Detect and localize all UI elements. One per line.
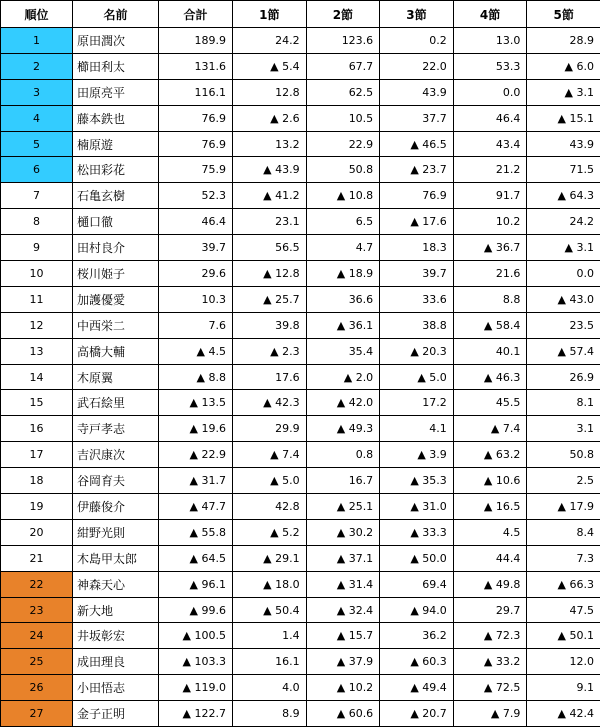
- rank-cell: 16: [1, 416, 73, 442]
- round-1-cell: 17.6: [233, 364, 307, 390]
- round-5-cell: 0.0: [527, 261, 600, 287]
- table-row: [1, 28, 600, 54]
- total-cell: 10.3: [159, 286, 233, 312]
- name-cell: 高橋大輔: [73, 338, 159, 364]
- name-cell: 樋口徹: [73, 209, 159, 235]
- rank-cell: 27: [1, 701, 73, 727]
- rank-cell: 21: [1, 545, 73, 571]
- round-5-cell: 43.9: [527, 131, 600, 157]
- round-5-cell: ▲ 17.9: [527, 494, 600, 520]
- round-1-cell: 24.2: [233, 28, 307, 54]
- round-3-cell: 36.2: [380, 623, 454, 649]
- round-2-cell: 123.6: [306, 28, 380, 54]
- rank-cell: 19: [1, 494, 73, 520]
- round-1-cell: ▲ 12.8: [233, 261, 307, 287]
- round-4-cell: ▲ 46.3: [453, 364, 527, 390]
- rank-cell: 11: [1, 286, 73, 312]
- total-cell: 52.3: [159, 183, 233, 209]
- total-cell: ▲ 4.5: [159, 338, 233, 364]
- round-3-cell: 17.2: [380, 390, 454, 416]
- round-2-cell: ▲ 37.1: [306, 545, 380, 571]
- table-row: [1, 157, 600, 183]
- round-2-cell: ▲ 10.2: [306, 675, 380, 701]
- total-cell: 76.9: [159, 105, 233, 131]
- name-cell: 伊藤俊介: [73, 494, 159, 520]
- round-5-cell: 3.1: [527, 416, 600, 442]
- table-row: [1, 442, 600, 468]
- table-row: [1, 390, 600, 416]
- round-1-cell: 4.0: [233, 675, 307, 701]
- round-3-cell: 33.6: [380, 286, 454, 312]
- name-cell: 楠原遊: [73, 131, 159, 157]
- round-5-cell: 24.2: [527, 209, 600, 235]
- total-cell: ▲ 8.8: [159, 364, 233, 390]
- round-1-cell: ▲ 41.2: [233, 183, 307, 209]
- name-cell: 松田彩花: [73, 157, 159, 183]
- header-round-3: 3節: [380, 1, 454, 28]
- round-1-cell: ▲ 43.9: [233, 157, 307, 183]
- round-2-cell: 4.7: [306, 235, 380, 261]
- round-4-cell: 21.6: [453, 261, 527, 287]
- round-3-cell: 22.0: [380, 53, 454, 79]
- round-1-cell: 16.1: [233, 649, 307, 675]
- table-row: [1, 571, 600, 597]
- total-cell: ▲ 122.7: [159, 701, 233, 727]
- round-2-cell: ▲ 60.6: [306, 701, 380, 727]
- round-1-cell: 8.9: [233, 701, 307, 727]
- round-4-cell: 46.4: [453, 105, 527, 131]
- round-2-cell: 35.4: [306, 338, 380, 364]
- round-3-cell: ▲ 3.9: [380, 442, 454, 468]
- rank-cell: 6: [1, 157, 73, 183]
- round-2-cell: 62.5: [306, 79, 380, 105]
- header-row: [1, 1, 600, 28]
- round-4-cell: ▲ 7.4: [453, 416, 527, 442]
- rank-cell: 3: [1, 79, 73, 105]
- round-2-cell: 0.8: [306, 442, 380, 468]
- round-2-cell: 67.7: [306, 53, 380, 79]
- round-4-cell: ▲ 63.2: [453, 442, 527, 468]
- round-1-cell: 13.2: [233, 131, 307, 157]
- rank-cell: 9: [1, 235, 73, 261]
- round-3-cell: ▲ 50.0: [380, 545, 454, 571]
- rank-cell: 7: [1, 183, 73, 209]
- round-2-cell: ▲ 18.9: [306, 261, 380, 287]
- name-cell: 金子正明: [73, 701, 159, 727]
- round-5-cell: 26.9: [527, 364, 600, 390]
- round-4-cell: 10.2: [453, 209, 527, 235]
- round-5-cell: ▲ 6.0: [527, 53, 600, 79]
- round-1-cell: ▲ 2.3: [233, 338, 307, 364]
- round-3-cell: ▲ 60.3: [380, 649, 454, 675]
- name-cell: 中西栄二: [73, 312, 159, 338]
- table-row: [1, 235, 600, 261]
- rank-cell: 4: [1, 105, 73, 131]
- round-1-cell: 39.8: [233, 312, 307, 338]
- round-3-cell: 4.1: [380, 416, 454, 442]
- round-5-cell: 8.1: [527, 390, 600, 416]
- round-4-cell: 44.4: [453, 545, 527, 571]
- rank-cell: 10: [1, 261, 73, 287]
- round-1-cell: 1.4: [233, 623, 307, 649]
- round-5-cell: ▲ 42.4: [527, 701, 600, 727]
- round-4-cell: 45.5: [453, 390, 527, 416]
- round-5-cell: ▲ 43.0: [527, 286, 600, 312]
- header-total: 合計: [159, 1, 233, 28]
- table-body: [1, 28, 600, 727]
- round-2-cell: 22.9: [306, 131, 380, 157]
- rank-cell: 8: [1, 209, 73, 235]
- round-2-cell: ▲ 37.9: [306, 649, 380, 675]
- round-4-cell: 4.5: [453, 519, 527, 545]
- total-cell: ▲ 119.0: [159, 675, 233, 701]
- round-2-cell: ▲ 15.7: [306, 623, 380, 649]
- round-1-cell: ▲ 50.4: [233, 597, 307, 623]
- rank-cell: 14: [1, 364, 73, 390]
- round-4-cell: 0.0: [453, 79, 527, 105]
- header-round-5: 5節: [527, 1, 600, 28]
- round-2-cell: 10.5: [306, 105, 380, 131]
- round-3-cell: ▲ 5.0: [380, 364, 454, 390]
- round-3-cell: 0.2: [380, 28, 454, 54]
- round-3-cell: 69.4: [380, 571, 454, 597]
- round-5-cell: 2.5: [527, 468, 600, 494]
- round-5-cell: 7.3: [527, 545, 600, 571]
- round-4-cell: ▲ 36.7: [453, 235, 527, 261]
- rank-cell: 15: [1, 390, 73, 416]
- table-row: [1, 494, 600, 520]
- total-cell: 39.7: [159, 235, 233, 261]
- round-3-cell: ▲ 94.0: [380, 597, 454, 623]
- total-cell: 189.9: [159, 28, 233, 54]
- table-row: [1, 597, 600, 623]
- rank-cell: 1: [1, 28, 73, 54]
- table-row: [1, 261, 600, 287]
- round-5-cell: ▲ 3.1: [527, 79, 600, 105]
- rank-cell: 23: [1, 597, 73, 623]
- name-cell: 石亀玄樹: [73, 183, 159, 209]
- round-3-cell: ▲ 17.6: [380, 209, 454, 235]
- total-cell: ▲ 13.5: [159, 390, 233, 416]
- round-1-cell: ▲ 5.0: [233, 468, 307, 494]
- name-cell: 藤本鉄也: [73, 105, 159, 131]
- round-2-cell: ▲ 30.2: [306, 519, 380, 545]
- round-4-cell: 13.0: [453, 28, 527, 54]
- round-3-cell: ▲ 20.7: [380, 701, 454, 727]
- total-cell: 29.6: [159, 261, 233, 287]
- rank-cell: 20: [1, 519, 73, 545]
- total-cell: ▲ 64.5: [159, 545, 233, 571]
- round-3-cell: ▲ 20.3: [380, 338, 454, 364]
- round-5-cell: 23.5: [527, 312, 600, 338]
- round-3-cell: ▲ 31.0: [380, 494, 454, 520]
- round-1-cell: ▲ 2.6: [233, 105, 307, 131]
- round-4-cell: 53.3: [453, 53, 527, 79]
- round-3-cell: ▲ 23.7: [380, 157, 454, 183]
- total-cell: ▲ 47.7: [159, 494, 233, 520]
- round-2-cell: ▲ 36.1: [306, 312, 380, 338]
- round-4-cell: ▲ 16.5: [453, 494, 527, 520]
- round-1-cell: ▲ 5.4: [233, 53, 307, 79]
- name-cell: 紺野光則: [73, 519, 159, 545]
- name-cell: 寺戸孝志: [73, 416, 159, 442]
- name-cell: 原田潤次: [73, 28, 159, 54]
- round-2-cell: 36.6: [306, 286, 380, 312]
- round-4-cell: ▲ 58.4: [453, 312, 527, 338]
- round-1-cell: 42.8: [233, 494, 307, 520]
- rank-cell: 2: [1, 53, 73, 79]
- rank-cell: 12: [1, 312, 73, 338]
- round-3-cell: 18.3: [380, 235, 454, 261]
- rank-cell: 13: [1, 338, 73, 364]
- table-row: [1, 131, 600, 157]
- round-1-cell: 12.8: [233, 79, 307, 105]
- total-cell: ▲ 22.9: [159, 442, 233, 468]
- table-row: [1, 364, 600, 390]
- rank-cell: 17: [1, 442, 73, 468]
- name-cell: 櫛田利太: [73, 53, 159, 79]
- round-3-cell: ▲ 49.4: [380, 675, 454, 701]
- round-4-cell: 29.7: [453, 597, 527, 623]
- round-4-cell: ▲ 33.2: [453, 649, 527, 675]
- total-cell: ▲ 100.5: [159, 623, 233, 649]
- round-3-cell: ▲ 46.5: [380, 131, 454, 157]
- name-cell: 木原翼: [73, 364, 159, 390]
- round-2-cell: ▲ 10.8: [306, 183, 380, 209]
- round-5-cell: 28.9: [527, 28, 600, 54]
- round-3-cell: 43.9: [380, 79, 454, 105]
- round-5-cell: ▲ 50.1: [527, 623, 600, 649]
- round-1-cell: 56.5: [233, 235, 307, 261]
- total-cell: ▲ 55.8: [159, 519, 233, 545]
- round-2-cell: ▲ 49.3: [306, 416, 380, 442]
- name-cell: 新大地: [73, 597, 159, 623]
- total-cell: ▲ 99.6: [159, 597, 233, 623]
- rank-cell: 5: [1, 131, 73, 157]
- rank-cell: 25: [1, 649, 73, 675]
- round-5-cell: 9.1: [527, 675, 600, 701]
- round-2-cell: 6.5: [306, 209, 380, 235]
- rank-cell: 18: [1, 468, 73, 494]
- round-3-cell: ▲ 33.3: [380, 519, 454, 545]
- name-cell: 田村良介: [73, 235, 159, 261]
- round-3-cell: 39.7: [380, 261, 454, 287]
- round-3-cell: 76.9: [380, 183, 454, 209]
- round-4-cell: 21.2: [453, 157, 527, 183]
- round-3-cell: 37.7: [380, 105, 454, 131]
- total-cell: ▲ 103.3: [159, 649, 233, 675]
- total-cell: ▲ 19.6: [159, 416, 233, 442]
- total-cell: 75.9: [159, 157, 233, 183]
- total-cell: ▲ 96.1: [159, 571, 233, 597]
- round-2-cell: ▲ 42.0: [306, 390, 380, 416]
- round-1-cell: ▲ 18.0: [233, 571, 307, 597]
- round-4-cell: ▲ 10.6: [453, 468, 527, 494]
- total-cell: 116.1: [159, 79, 233, 105]
- table-row: [1, 312, 600, 338]
- total-cell: ▲ 31.7: [159, 468, 233, 494]
- total-cell: 46.4: [159, 209, 233, 235]
- round-5-cell: ▲ 3.1: [527, 235, 600, 261]
- round-2-cell: ▲ 25.1: [306, 494, 380, 520]
- round-2-cell: ▲ 2.0: [306, 364, 380, 390]
- round-4-cell: ▲ 72.3: [453, 623, 527, 649]
- round-5-cell: ▲ 57.4: [527, 338, 600, 364]
- round-3-cell: 38.8: [380, 312, 454, 338]
- total-cell: 131.6: [159, 53, 233, 79]
- round-1-cell: ▲ 29.1: [233, 545, 307, 571]
- round-4-cell: 91.7: [453, 183, 527, 209]
- table-row: [1, 338, 600, 364]
- round-2-cell: ▲ 31.4: [306, 571, 380, 597]
- table-row: [1, 468, 600, 494]
- name-cell: 田原亮平: [73, 79, 159, 105]
- round-5-cell: 47.5: [527, 597, 600, 623]
- round-5-cell: ▲ 66.3: [527, 571, 600, 597]
- table-row: [1, 79, 600, 105]
- round-4-cell: 43.4: [453, 131, 527, 157]
- table-row: [1, 545, 600, 571]
- round-1-cell: ▲ 7.4: [233, 442, 307, 468]
- round-4-cell: 8.8: [453, 286, 527, 312]
- header-round-1: 1節: [233, 1, 307, 28]
- round-4-cell: ▲ 7.9: [453, 701, 527, 727]
- table-row: [1, 519, 600, 545]
- round-1-cell: 29.9: [233, 416, 307, 442]
- round-2-cell: 50.8: [306, 157, 380, 183]
- table-row: [1, 209, 600, 235]
- round-4-cell: ▲ 49.8: [453, 571, 527, 597]
- rank-cell: 24: [1, 623, 73, 649]
- round-2-cell: ▲ 32.4: [306, 597, 380, 623]
- round-2-cell: 16.7: [306, 468, 380, 494]
- table-row: [1, 183, 600, 209]
- table-row: [1, 53, 600, 79]
- table-row: [1, 675, 600, 701]
- round-3-cell: ▲ 35.3: [380, 468, 454, 494]
- table-row: [1, 286, 600, 312]
- name-cell: 成田理良: [73, 649, 159, 675]
- header-name: 名前: [73, 1, 159, 28]
- round-5-cell: 71.5: [527, 157, 600, 183]
- table-row: [1, 105, 600, 131]
- table-row: [1, 649, 600, 675]
- name-cell: 小田悟志: [73, 675, 159, 701]
- header-round-4: 4節: [453, 1, 527, 28]
- name-cell: 木島甲太郎: [73, 545, 159, 571]
- name-cell: 加護優愛: [73, 286, 159, 312]
- name-cell: 武石絵里: [73, 390, 159, 416]
- round-5-cell: 8.4: [527, 519, 600, 545]
- total-cell: 76.9: [159, 131, 233, 157]
- round-1-cell: ▲ 5.2: [233, 519, 307, 545]
- round-5-cell: 12.0: [527, 649, 600, 675]
- table-row: [1, 416, 600, 442]
- header-round-2: 2節: [306, 1, 380, 28]
- rank-cell: 26: [1, 675, 73, 701]
- name-cell: 神森天心: [73, 571, 159, 597]
- rank-cell: 22: [1, 571, 73, 597]
- name-cell: 吉沢康次: [73, 442, 159, 468]
- round-4-cell: ▲ 72.5: [453, 675, 527, 701]
- round-5-cell: 50.8: [527, 442, 600, 468]
- name-cell: 桜川姫子: [73, 261, 159, 287]
- round-1-cell: 23.1: [233, 209, 307, 235]
- table-row: [1, 701, 600, 727]
- total-cell: 7.6: [159, 312, 233, 338]
- header-rank: 順位: [1, 1, 73, 28]
- table-row: [1, 623, 600, 649]
- round-1-cell: ▲ 25.7: [233, 286, 307, 312]
- round-1-cell: ▲ 42.3: [233, 390, 307, 416]
- round-4-cell: 40.1: [453, 338, 527, 364]
- round-5-cell: ▲ 15.1: [527, 105, 600, 131]
- name-cell: 井坂彰宏: [73, 623, 159, 649]
- name-cell: 谷岡育夫: [73, 468, 159, 494]
- round-5-cell: ▲ 64.3: [527, 183, 600, 209]
